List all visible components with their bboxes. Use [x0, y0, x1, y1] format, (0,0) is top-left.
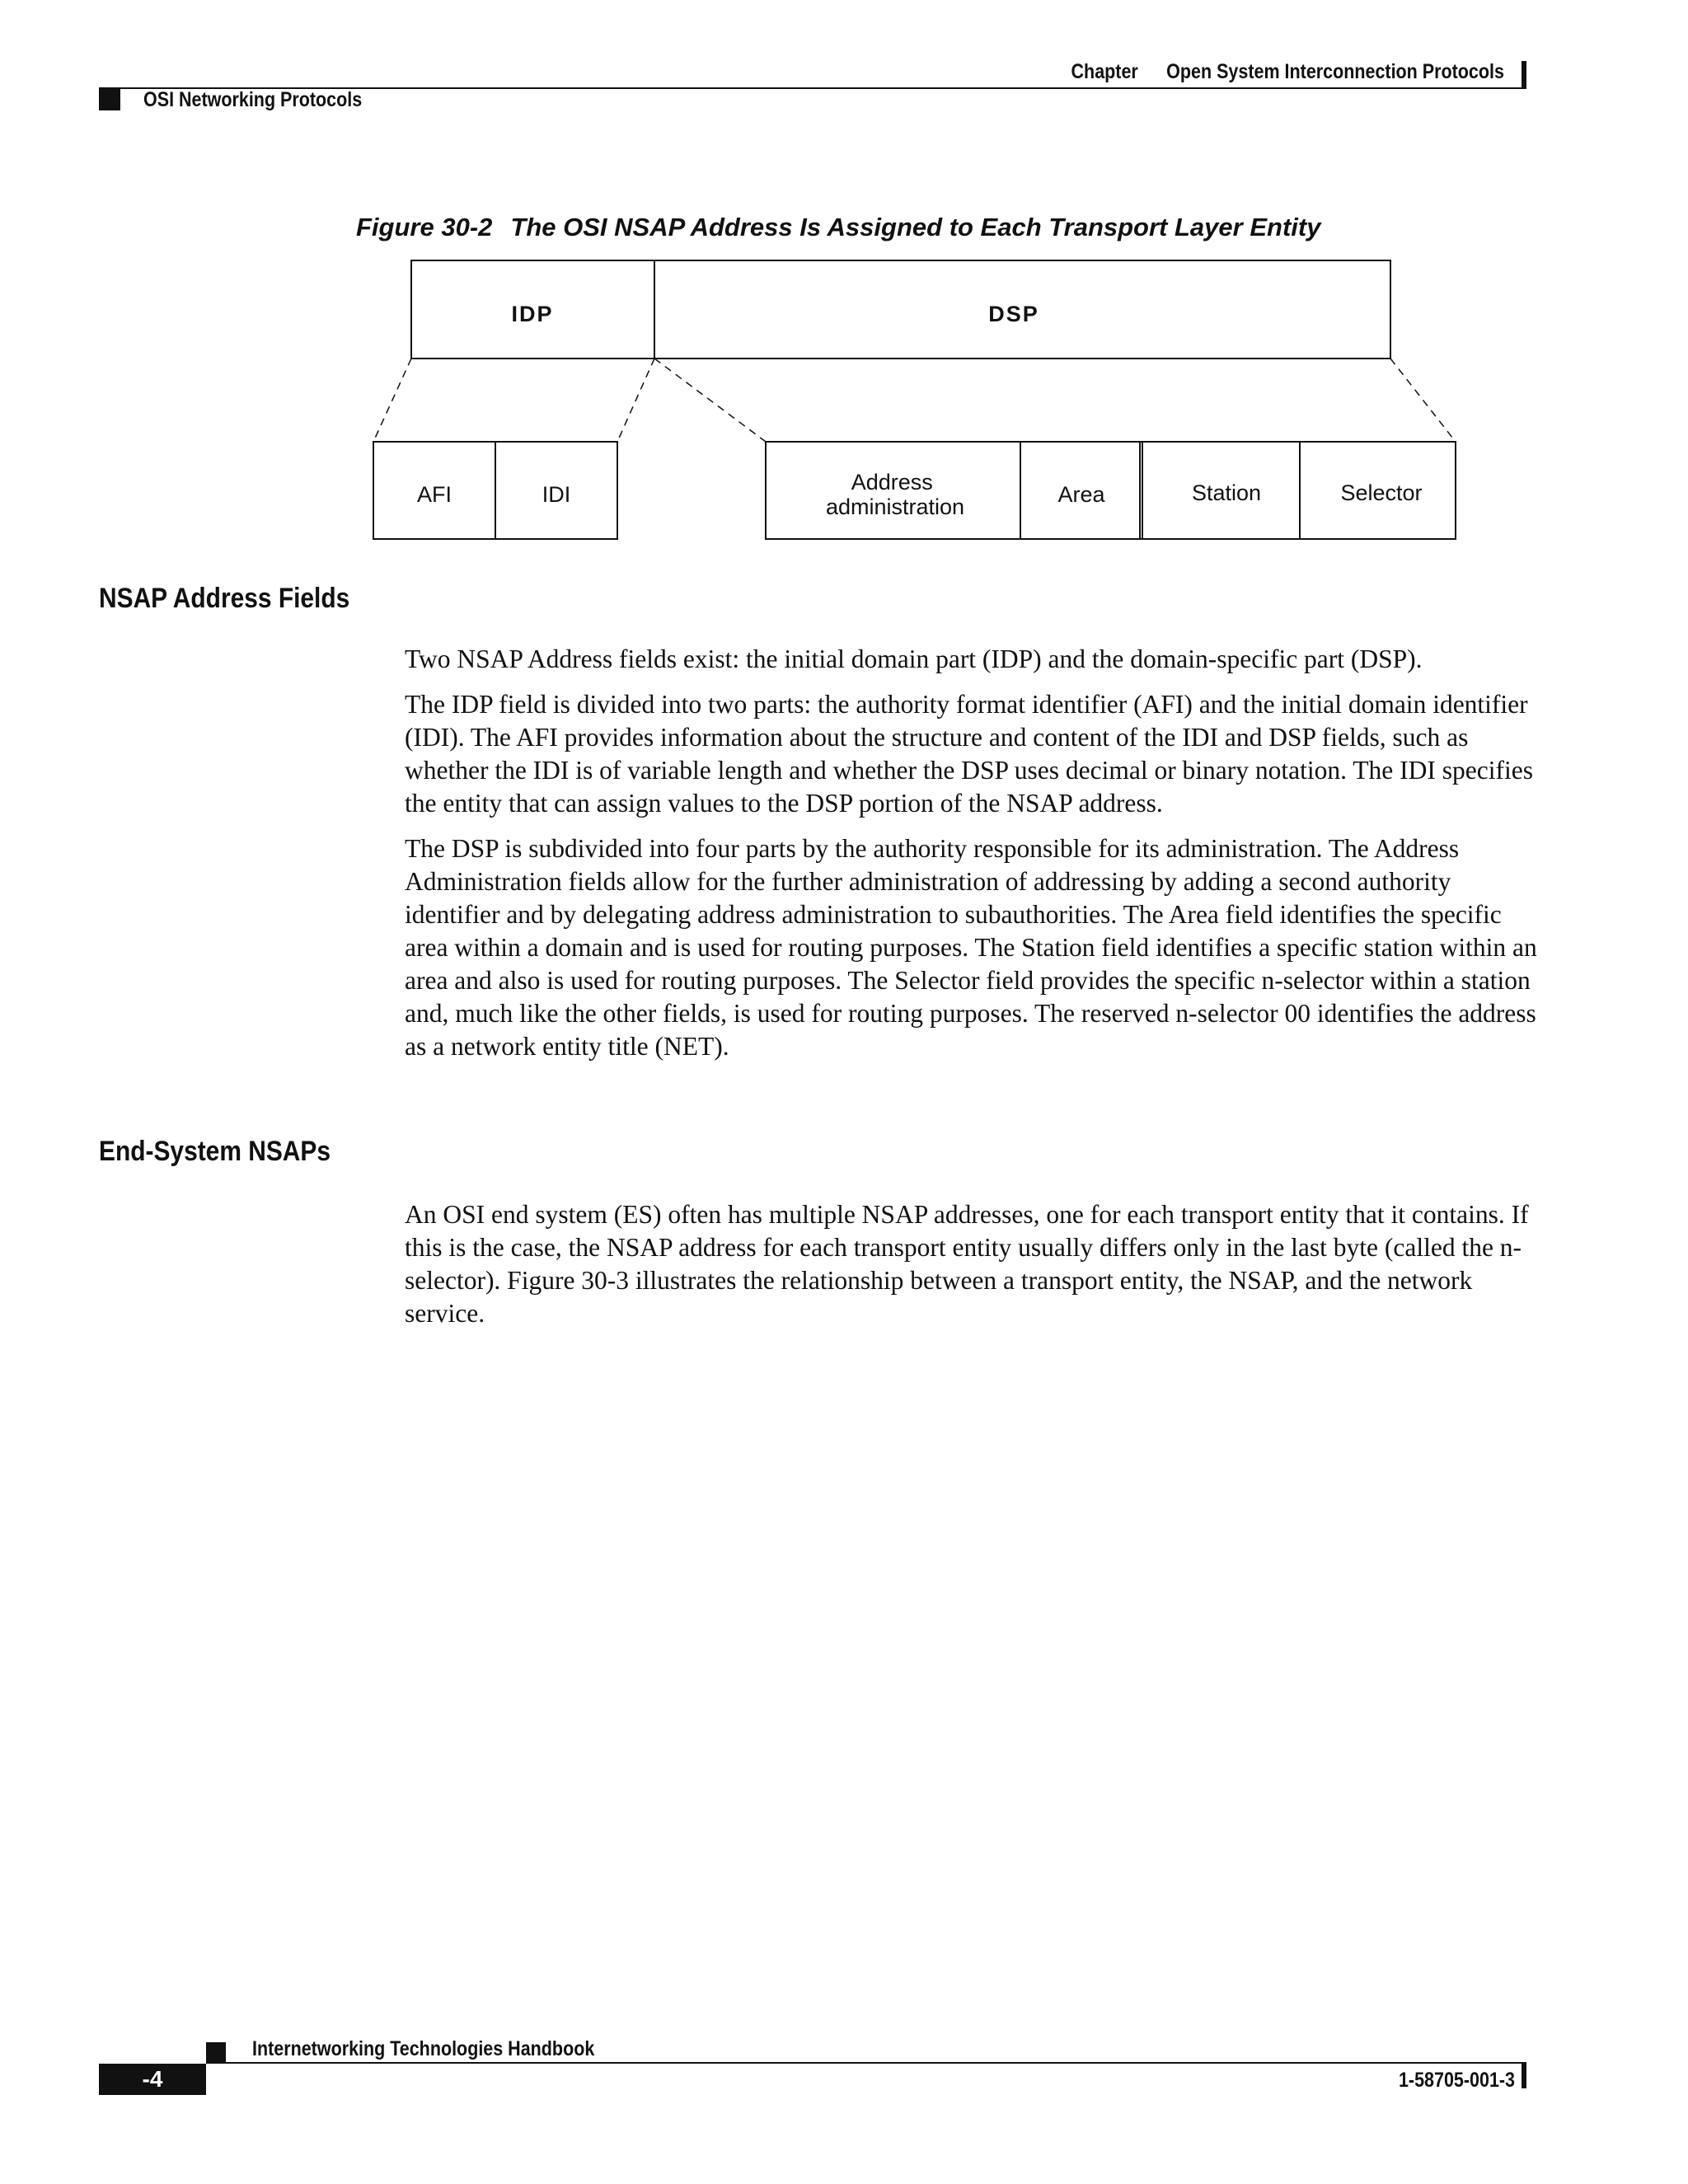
footer-book-title: Internetworking Technologies Handbook — [252, 2037, 595, 2060]
address-administration-label: Address administration — [825, 470, 965, 519]
footer-bar-marker — [1522, 2064, 1526, 2088]
section-body-nsap-address-fields — [405, 643, 1542, 1076]
footer-doc-number: 1-58705-001-3 — [1398, 2069, 1515, 2092]
section-heading-nsap-address-fields: NSAP Address Fields — [99, 583, 350, 614]
figure-number: Figure 30-2 — [356, 213, 493, 241]
dsp-label: DSP — [988, 302, 1039, 326]
selector-label: Selector — [1340, 480, 1423, 505]
dsp-right-expansion-line — [1390, 359, 1456, 442]
station-label: Station — [1191, 480, 1262, 505]
section-body-end-system-nsaps — [405, 1198, 1542, 1343]
afi-label: AFI — [416, 482, 452, 507]
nsap-address-diagram — [0, 0, 1688, 577]
idp-left-expansion-line — [373, 359, 411, 442]
footer-rule — [206, 2062, 1526, 2064]
paragraph: The DSP is subdivided into four parts by the authority responsible for its administration. The Address Administration fields allow for the further administration of addressing by adding a second authority identifier and by delegating address administration to subauthorities. The Area field identifies the specific area within a domain and is used for routing purposes. The Station field identifies a specific station within an area and also is used for routing purposes. The Selector field provides the specific n-selector within a station and, much like the other fields, is used for routing purposes. The reserved n-selector 00 identifies the address as a network entity title (NET). — [405, 834, 1537, 1061]
footer-square-marker — [206, 2042, 226, 2062]
figure-title: The OSI NSAP Address Is Assigned to Each Transport Layer Entity — [510, 213, 1321, 241]
running-header-section: OSI Networking Protocols — [143, 88, 363, 111]
chapter-label: Chapter — [1071, 60, 1138, 83]
dsp-left-expansion-line — [654, 359, 766, 442]
page-number: -4 — [99, 2064, 206, 2095]
area-label: Area — [1057, 482, 1105, 507]
paragraph: The IDP field is divided into two parts: the authority format identifier (AFI) and the initial domain identifier (IDI). The AFI provides information about the structure and content of the IDI and DSP fields, such as whether the IDI is of variable length and whether the DSP uses decimal or binary notation. The IDI specifies the entity that can assign values to the DSP portion of the NSAP address. — [405, 690, 1533, 818]
section-heading-end-system-nsaps: End-System NSAPs — [99, 1136, 331, 1167]
paragraph: Two NSAP Address fields exist: the initial domain part (IDP) and the domain-specific part (DSP). — [405, 644, 1423, 673]
chapter-title: Open System Interconnection Protocols — [1166, 60, 1504, 83]
paragraph: An OSI end system (ES) often has multiple NSAP addresses, one for each transport entity that it contains. If this is the case, the NSAP address for each transport entity usually differs only in the last byte (called the n-selector). Figure 30-3 illustrates the relationship between a transport entity, the NSAP, and the network service. — [405, 1200, 1529, 1328]
idi-label: IDI — [542, 482, 571, 507]
idp-right-expansion-line — [617, 359, 654, 442]
idp-label: IDP — [511, 302, 554, 326]
